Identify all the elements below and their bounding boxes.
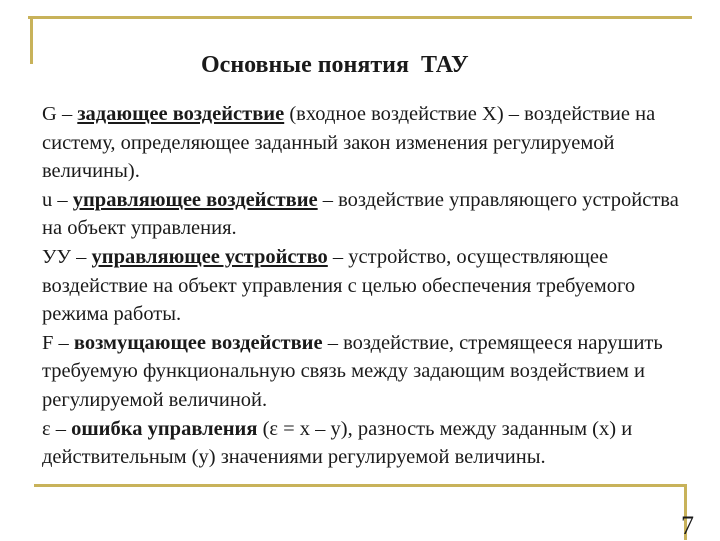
definition-separator: – bbox=[50, 417, 72, 440]
definition-term: управляющее воздействие bbox=[72, 188, 318, 211]
definition-symbol: F bbox=[42, 331, 54, 354]
definition-separator: – bbox=[52, 188, 73, 211]
definition-f bbox=[42, 329, 702, 415]
definition-epsilon bbox=[42, 415, 702, 472]
definition-g bbox=[42, 100, 702, 186]
definition-separator: – bbox=[71, 245, 92, 268]
definition-symbol: ε bbox=[42, 417, 51, 440]
definition-text: (входное воздействие X) – воздействие на систему, определяющее заданный закон изменения регулируемой величины). bbox=[42, 103, 656, 183]
definition-separator: – bbox=[53, 331, 74, 354]
top-decorative-rule bbox=[28, 16, 692, 19]
left-decorative-rule bbox=[30, 16, 33, 64]
page-number: 7 bbox=[681, 511, 694, 540]
definition-term: задающее воздействие bbox=[77, 103, 285, 125]
definition-term: ошибка управления bbox=[71, 417, 258, 440]
definition-u bbox=[42, 186, 702, 243]
definition-symbol: u bbox=[42, 188, 53, 211]
definition-term: возмущающее воздействие bbox=[73, 331, 323, 354]
definitions-list bbox=[42, 100, 702, 472]
bottom-decorative-rule bbox=[34, 484, 684, 487]
definition-text: – воздействие, стремящееся нарушить требуемую функциональную связь между задающим воздействием и регулируемой величиной. bbox=[42, 331, 663, 411]
definition-symbol: G bbox=[42, 103, 57, 125]
definition-text: – воздействие управляющего устройства на объект управления. bbox=[42, 188, 679, 240]
definition-uu bbox=[42, 243, 702, 329]
definition-term: управляющее устройство bbox=[91, 245, 328, 268]
definition-separator: – bbox=[56, 103, 78, 125]
definition-symbol: УУ bbox=[42, 245, 72, 268]
definition-text: – устройство, осуществляющее воздействие на объект управления с целью обеспечения требуемого режима работы. bbox=[42, 245, 636, 326]
slide-title: Основные понятия ТАУ bbox=[201, 52, 469, 78]
definition-text: (ε = x – y), разность между заданным (x) и действительным (y) значениями регулируемой величины. bbox=[42, 417, 633, 469]
